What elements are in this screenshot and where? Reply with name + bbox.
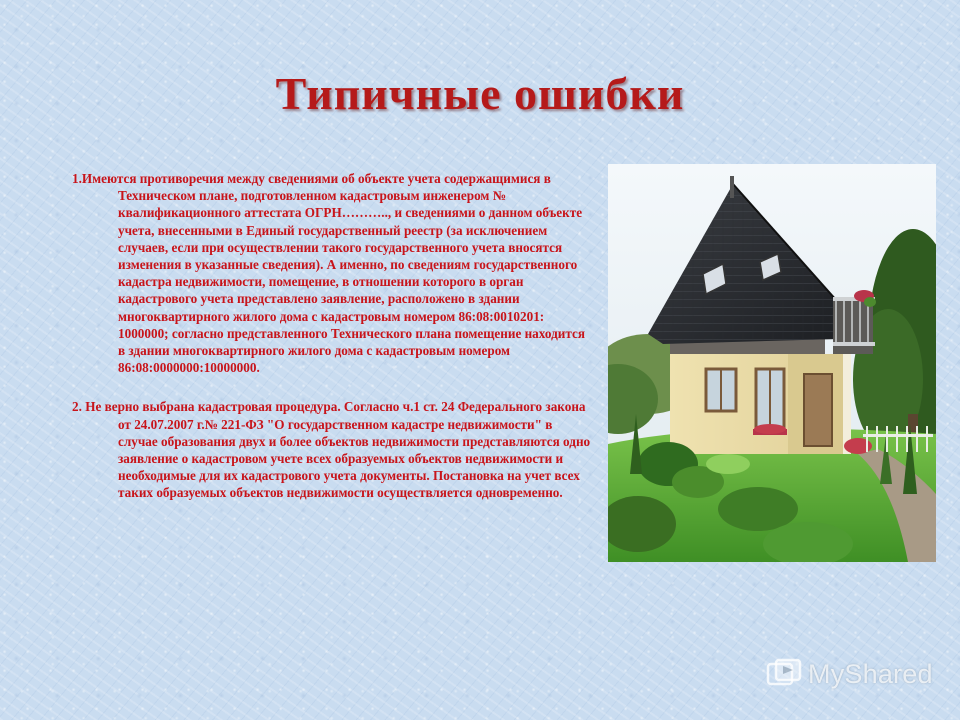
- house-illustration: [608, 164, 936, 562]
- myshared-logo-icon: [766, 658, 802, 695]
- watermark-text: MyShared: [808, 659, 933, 689]
- slide-body: [72, 170, 594, 502]
- paragraph-error-1: 1.Имеются противоречия между сведениями об объекте учета содержащимися в Техническом плане, подготовленном кадастровым инженером № квалификационного аттестата ОГРН……….., и сведениями о данном объекте учета, внесенными в Единый государственный реестр (за исключением случаев, если при осуществлении такого государственного учета вносятся изменения в указанные сведения). А именно, по сведениям государственного кадастра недвижимости, помещение, в отношении которого в орган кадастрового учета представлено заявление, расположено в здании многоквартирного жилого дома с кадастровым номером 86:08:0010201: 1000000; согласно представленного Технического плана помещение находится в здании многоквартирного жилого дома с кадастровым номером 86:08:0000000:10000000.: [72, 171, 585, 376]
- paragraph-error-2: 2. Не верно выбрана кадастровая процедура. Согласно ч.1 ст. 24 Федерального закона от 24.07.2007 г.№ 221-ФЗ "О государственном кадастре недвижимости" в случае образования двух и более объектов недвижимости представляются одно заявление о кадастровом учете всех образуемых объектов недвижимости и необходимые для их кадастрового учета документы. Постановка на учет всех таких образуемых объектов недвижимости осуществляется одновременно.: [72, 399, 591, 501]
- slide-title: Типичные ошибки: [275, 68, 685, 119]
- myshared-watermark: [766, 656, 936, 692]
- house-photo: [608, 164, 936, 562]
